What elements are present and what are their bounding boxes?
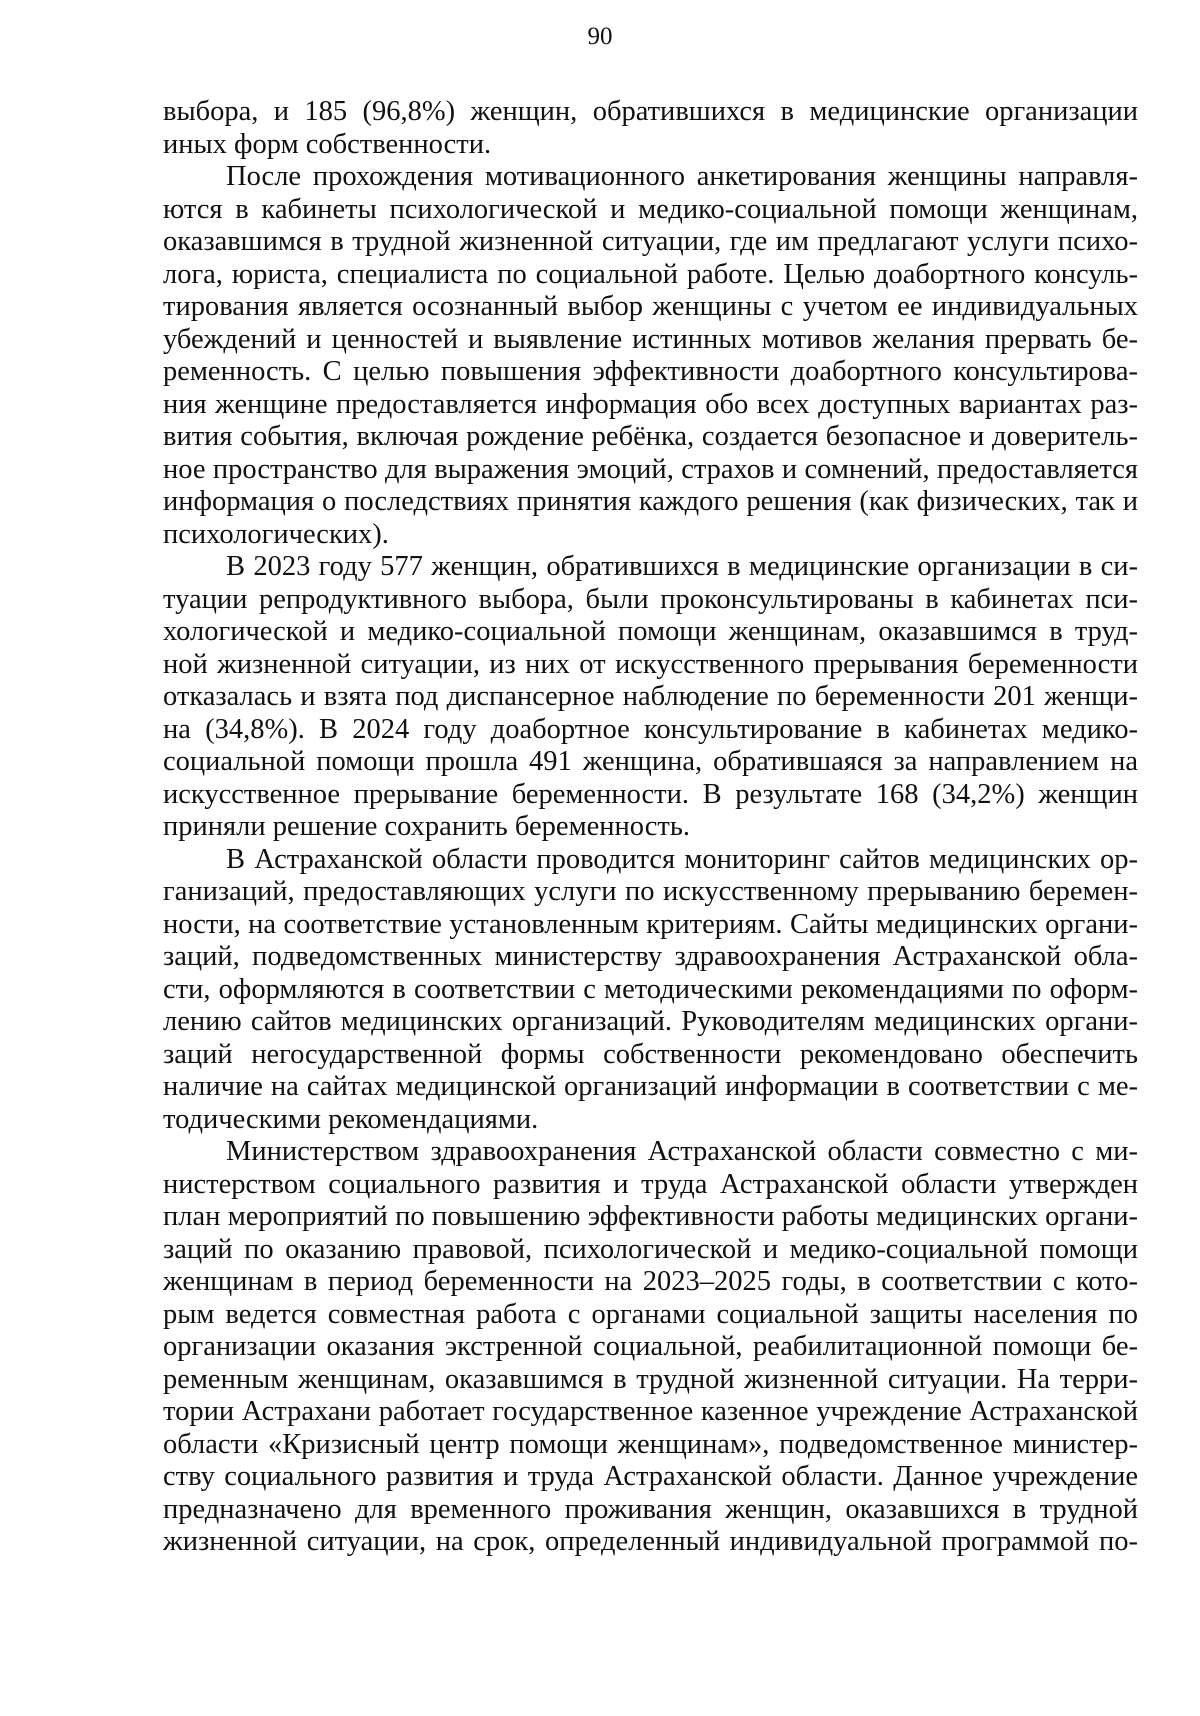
text-line: После прохождения мотивационного анкетирования женщины направля- — [226, 161, 1138, 192]
text-line: предназначено для временного проживания женщин, оказавшихся в трудной — [163, 1493, 1138, 1525]
text-line: туации репродуктивного выбора, были проконсультированы в кабинетах пси- — [163, 583, 1138, 615]
text-line: ния женщине предоставляется информация обо всех доступных вариантах раз- — [163, 388, 1138, 420]
text-line: лога, юриста, специалиста по социальной работе. Целью доабортного консуль- — [163, 258, 1138, 290]
text-line: ременным женщинам, оказавшимся в трудной жизненной ситуации. На терри- — [163, 1363, 1138, 1395]
text-line: заций по оказанию правовой, психологической и медико-социальной помощи — [163, 1233, 1138, 1265]
text-line: искусственное прерывание беременности. В результате 168 (34,2%) женщин — [163, 778, 1138, 810]
text-line: на (34,8%). В 2024 году доабортное консультирование в кабинетах медико- — [163, 713, 1138, 745]
text-line: заций, подведомственных министерству здравоохранения Астраханской обла- — [163, 941, 1138, 972]
text-line: ются в кабинеты психологической и медико-социальной помощи женщинам, — [163, 193, 1138, 225]
text-line: оказавшимся в трудной жизненной ситуации, где им предлагают услуги психо- — [163, 226, 1138, 257]
text-line: организации оказания экстренной социальной, реабилитационной помощи бе- — [163, 1331, 1138, 1362]
text-line: Министерством здравоохранения Астраханской области совместно с ми- — [226, 1136, 1138, 1167]
text-line: приняли решение сохранить беременность. — [163, 811, 690, 842]
text-line: ременность. С целью повышения эффективности доабортного консультирова- — [163, 356, 1138, 387]
text-line: области «Кризисный центр помощи женщинам», подведомственное министер- — [163, 1428, 1138, 1460]
text-line: тодическими рекомендациями. — [163, 1103, 539, 1135]
text-line: отказалась и взята под диспансерное наблюдение по беременности 201 женщи- — [163, 681, 1138, 712]
text-line: вития события, включая рождение ребёнка, создается безопасное и доверитель- — [163, 421, 1138, 452]
text-line: рым ведется совместная работа с органами социальной защиты населения по — [163, 1298, 1138, 1330]
text-line: ству социального развития и труда Астраханской области. Данное учреждение — [163, 1461, 1138, 1492]
text-line: нистерством социального развития и труда Астраханской области утвержден — [163, 1168, 1138, 1200]
text-line: В Астраханской области проводится мониторинг сайтов медицинских ор- — [226, 843, 1138, 875]
text-line: наличие на сайтах медицинской организаций информации в соответствии с ме- — [163, 1071, 1138, 1102]
text-line: убеждений и ценностей и выявление истинных мотивов желания прервать бе- — [163, 323, 1138, 355]
text-line: ной жизненной ситуации, из них от искусственного прерывания беременности — [163, 648, 1138, 680]
text-line: тории Астрахани работает государственное казенное учреждение Астраханской — [163, 1396, 1138, 1427]
text-line: жизненной ситуации, на срок, определенный индивидуальной программой по- — [163, 1526, 1138, 1557]
text-line: психологических). — [163, 518, 389, 550]
body-text — [163, 96, 1138, 1559]
text-line: В 2023 году 577 женщин, обратившихся в медицинские организации в си- — [226, 551, 1138, 582]
text-line: информация о последствиях принятия каждого решения (как физических, так и — [163, 486, 1138, 517]
text-line: ное пространство для выражения эмоций, страхов и сомнений, предоставляется — [163, 453, 1138, 485]
text-line: тирования является осознанный выбор женщины с учетом ее индивидуальных — [163, 291, 1138, 322]
text-line: лению сайтов медицинских организаций. Руководителям медицинских органи- — [163, 1006, 1138, 1037]
text-line: выбора, и 185 (96,8%) женщин, обратившихся в медицинские организации — [163, 96, 1138, 127]
text-line: социальной помощи прошла 491 женщина, обратившаяся за направлением на — [163, 746, 1138, 777]
page-number: 90 — [587, 23, 613, 50]
text-line: хологической и медико-социальной помощи женщинам, оказавшимся в труд- — [163, 616, 1138, 647]
text-line: план мероприятий по повышению эффективности работы медицинских органи- — [163, 1201, 1138, 1232]
text-line: ганизаций, предоставляющих услуги по искусственному прерыванию беремен- — [163, 876, 1138, 907]
text-line: сти, оформляются в соответствии с методическими рекомендациями по оформ- — [163, 973, 1138, 1005]
text-line: иных форм собственности. — [163, 128, 492, 160]
text-line: женщинам в период беременности на 2023–2025 годы, в соответствии с кото- — [163, 1266, 1138, 1297]
text-line: заций негосударственной формы собственности рекомендовано обеспечить — [163, 1038, 1138, 1070]
text-line: ности, на соответствие установленным критериям. Сайты медицинских органи- — [163, 908, 1138, 940]
